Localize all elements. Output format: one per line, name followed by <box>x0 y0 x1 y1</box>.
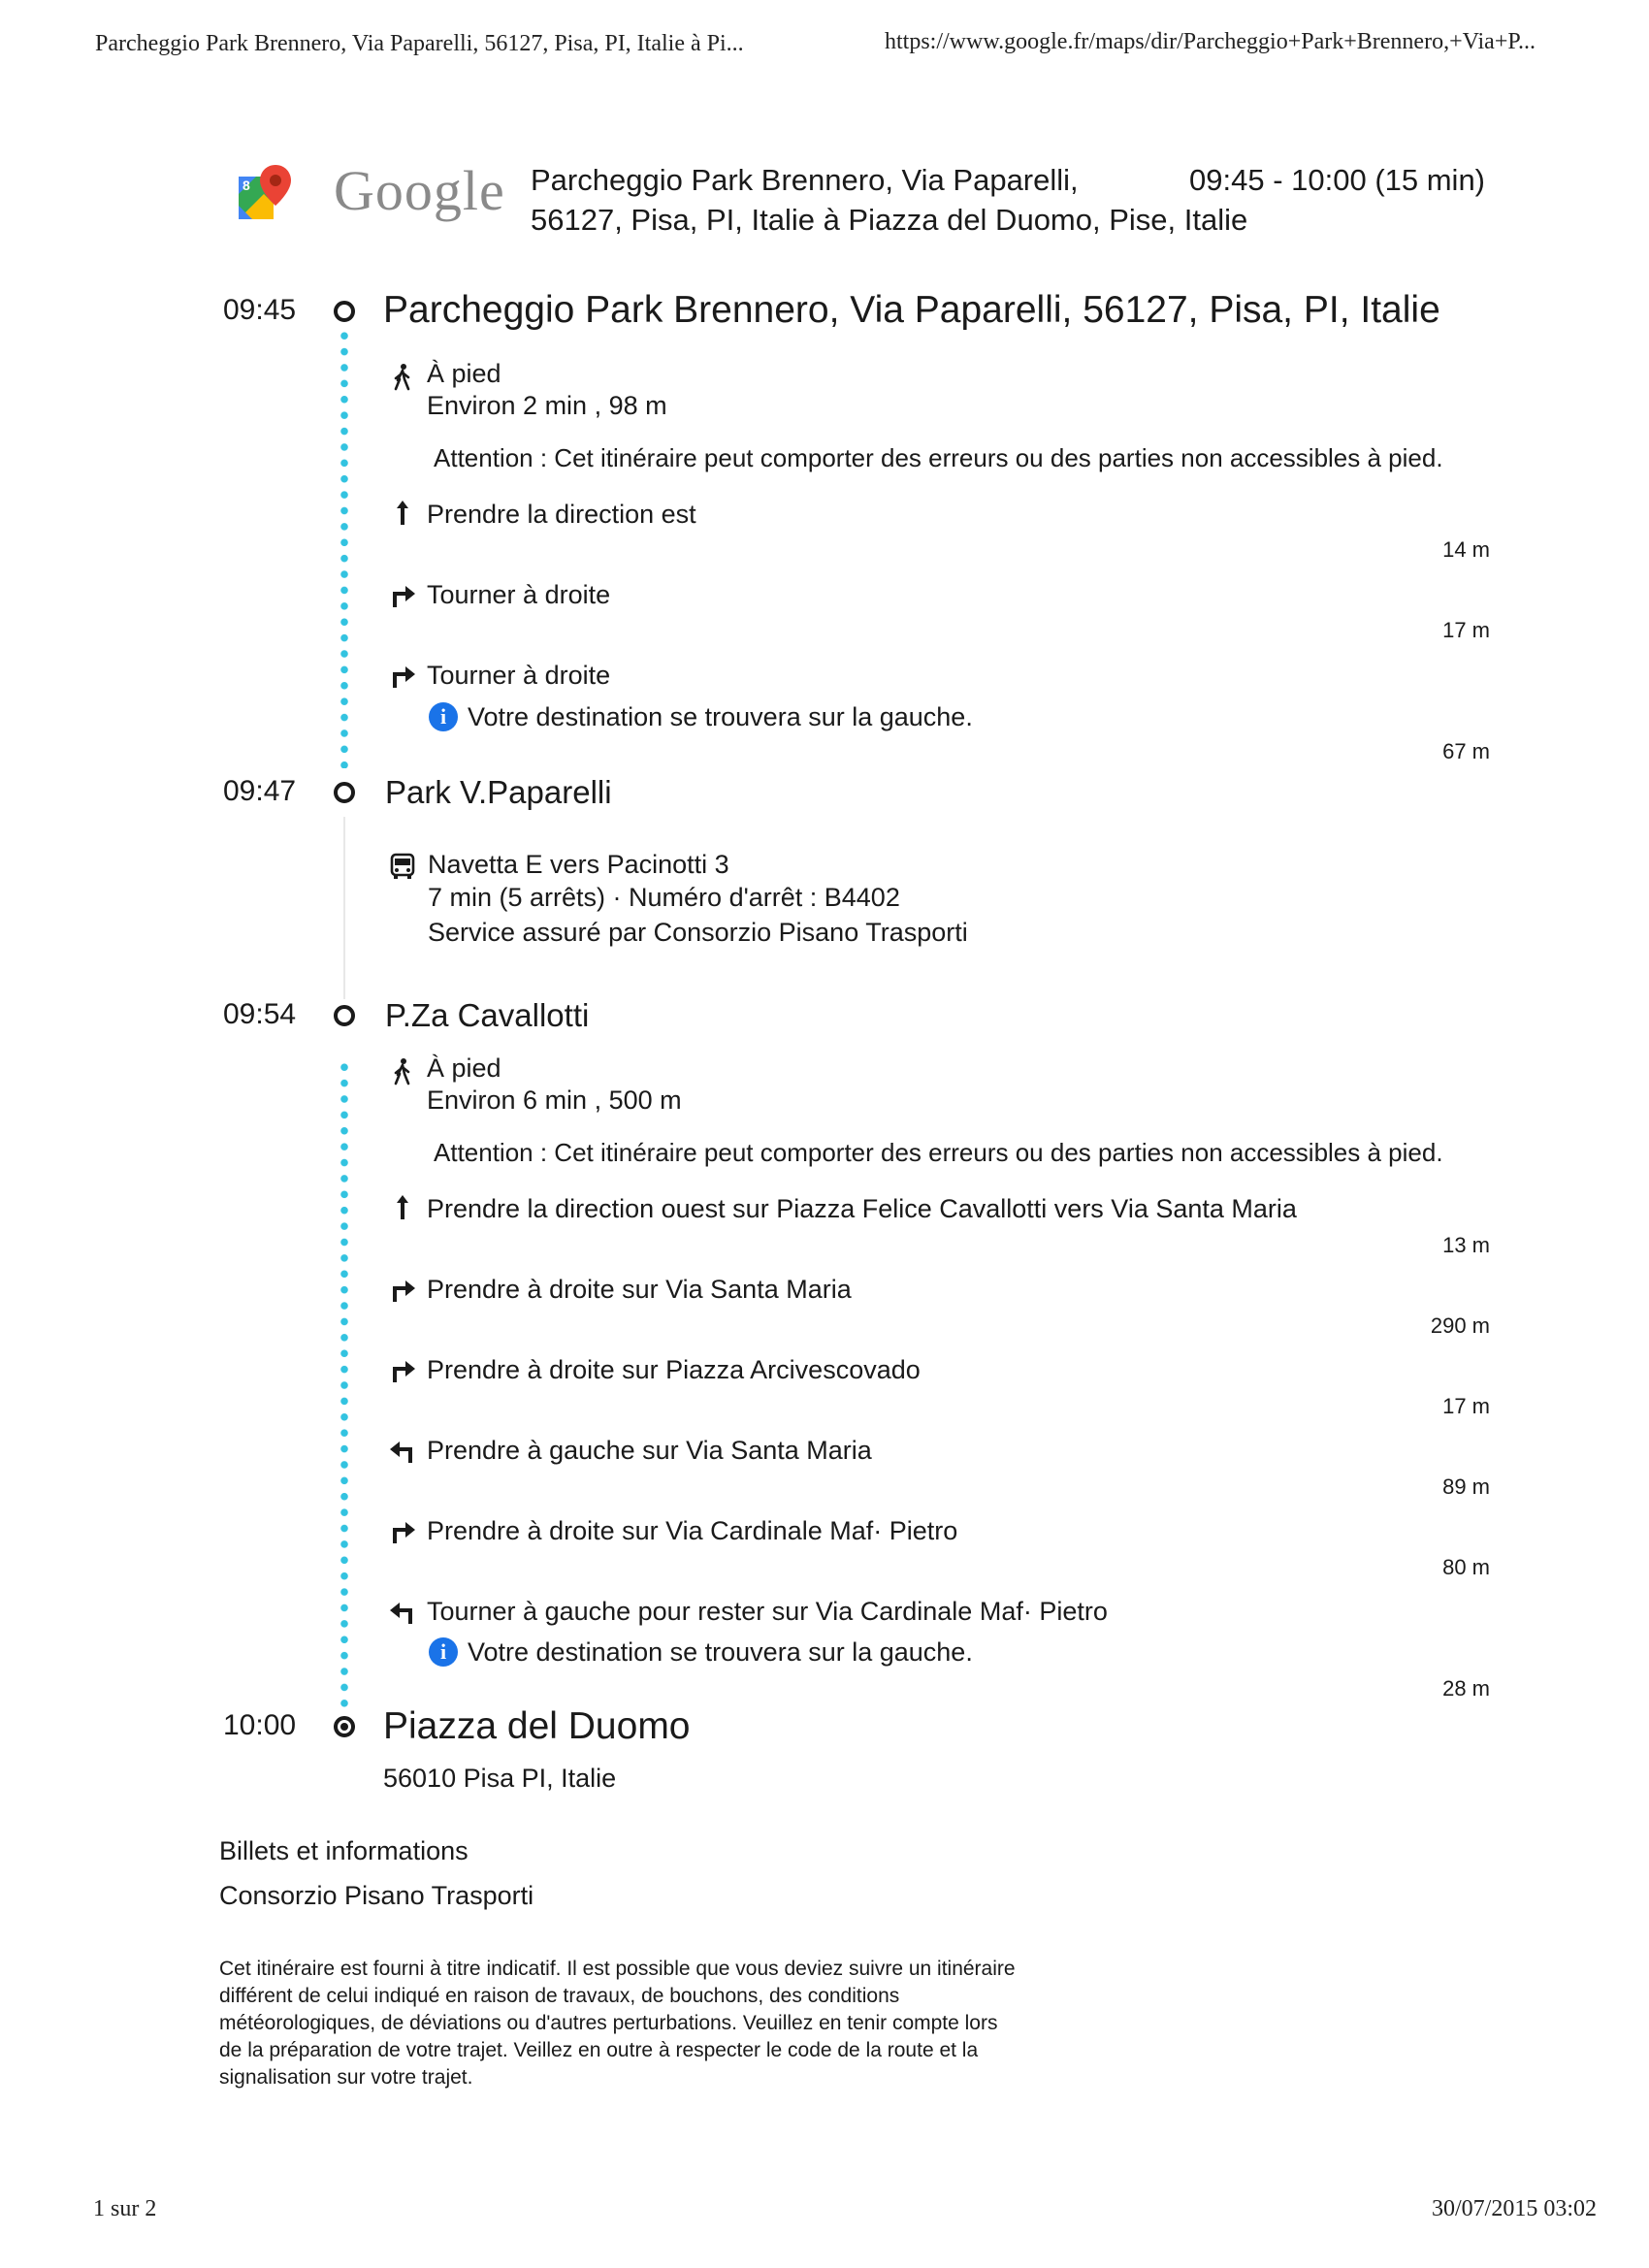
walk-warning: Attention : Cet itinéraire peut comporter des erreurs ou des parties non accessibles à pied. <box>434 443 1443 472</box>
walk-route-line <box>340 1059 348 1709</box>
info-icon: i <box>429 1637 458 1667</box>
walk-mode-label: À pied <box>427 1053 501 1083</box>
route-title-line1: Parcheggio Park Brennero, Via Paparelli, <box>531 163 1079 197</box>
turn-right-icon <box>388 1355 417 1384</box>
turn-right-icon <box>388 1275 417 1304</box>
walk2-time: 09:54 <box>223 998 297 1030</box>
step-text: Prendre à droite sur Via Cardinale Maf· Pietro <box>427 1516 958 1545</box>
route-title-line2: 56127, Pisa, PI, Italie à Piazza del Duomo, Pise, Italie <box>531 203 1248 237</box>
step-text: Prendre la direction ouest sur Piazza Felice Cavallotti vers Via Santa Maria <box>427 1194 1297 1223</box>
walk-summary: Environ 6 min , 500 m <box>427 1085 682 1115</box>
turn-left-icon <box>388 1597 417 1626</box>
destination-note: Votre destination se trouvera sur la gauche. <box>468 702 973 731</box>
step-distance: 14 m <box>1442 537 1490 562</box>
bus-stop-marker-icon <box>334 782 355 803</box>
arrow-up-icon <box>388 498 417 527</box>
bus-stop-name[interactable]: Park V.Paparelli <box>385 774 612 810</box>
bus-route-line <box>343 817 345 999</box>
step-distance: 89 m <box>1442 1474 1490 1499</box>
step-text: Prendre à droite sur Piazza Arcivescovado <box>427 1355 921 1384</box>
print-header-title: Parcheggio Park Brennero, Via Paparelli, 56127, Pisa, PI, Italie à Pi... <box>95 31 744 56</box>
turn-right-icon <box>388 661 417 690</box>
walking-icon <box>388 363 417 392</box>
step-distance: 17 m <box>1442 618 1490 642</box>
end-time: 10:00 <box>223 1709 297 1741</box>
walk-route-line <box>340 328 348 768</box>
step-distance: 290 m <box>1430 1313 1490 1338</box>
step-text: Prendre à gauche sur Via Santa Maria <box>427 1436 872 1465</box>
start-stop-marker-icon <box>334 301 355 322</box>
turn-right-icon <box>388 580 417 609</box>
turn-left-icon <box>388 1436 417 1465</box>
step-distance: 28 m <box>1442 1676 1490 1701</box>
bus-icon <box>388 852 417 881</box>
step-text: Tourner à droite <box>427 661 611 690</box>
destination-marker-icon <box>334 1716 355 1737</box>
start-stop-name[interactable]: Parcheggio Park Brennero, Via Paparelli, 56127, Pisa, PI, Italie <box>383 289 1440 331</box>
arrow-up-icon <box>388 1192 417 1221</box>
step-text: Prendre à droite sur Via Santa Maria <box>427 1275 852 1304</box>
step-distance: 13 m <box>1442 1233 1490 1257</box>
google-maps-logo-icon <box>235 163 295 223</box>
tickets-operator[interactable]: Consorzio Pisano Trasporti <box>219 1881 534 1910</box>
disclaimer-text: Cet itinéraire est fourni à titre indicatif. Il est possible que vous deviez suivre un itinéraire différent de celui indiqué en raison de travaux, de bouchons, des conditions météorologiques, de déviations ou d'autres perturbations. Veuillez en tenir compte lors de la préparation de votre trajet. Veillez en outre à respecter le code de la route et la signalisation sur votre trajet. <box>219 1958 1016 2089</box>
step-distance: 17 m <box>1442 1394 1490 1418</box>
google-logo: Google <box>334 159 505 222</box>
svg-text:8: 8 <box>242 178 250 193</box>
step-distance: 67 m <box>1442 739 1490 763</box>
step-text: Tourner à droite <box>427 580 611 609</box>
walk-mode-label: À pied <box>427 359 501 388</box>
turn-right-icon <box>388 1516 417 1545</box>
bus-stop-time: 09:47 <box>223 775 297 807</box>
bus-detail: 7 min (5 arrêts) · Numéro d'arrêt : B4402 <box>428 883 900 912</box>
bus-operator: Service assuré par Consorzio Pisano Trasporti <box>428 918 968 947</box>
walk2-stop-marker-icon <box>334 1005 355 1026</box>
destination-name[interactable]: Piazza del Duomo <box>383 1705 691 1747</box>
print-header-url[interactable]: https://www.google.fr/maps/dir/Parcheggio+Park+Brennero,+Via+P... <box>885 29 1536 54</box>
start-time: 09:45 <box>223 294 297 326</box>
bus-line[interactable]: Navetta E vers Pacinotti 3 <box>428 850 729 879</box>
tickets-heading: Billets et informations <box>219 1836 469 1865</box>
walking-icon <box>388 1057 417 1086</box>
walk2-stop-name[interactable]: P.Za Cavallotti <box>385 997 590 1033</box>
walk-warning: Attention : Cet itinéraire peut comporter des erreurs ou des parties non accessibles à pied. <box>434 1138 1443 1167</box>
info-icon: i <box>429 702 458 731</box>
step-text: Tourner à gauche pour rester sur Via Cardinale Maf· Pietro <box>427 1597 1108 1626</box>
print-datetime: 30/07/2015 03:02 <box>1432 2196 1598 2221</box>
page-number: 1 sur 2 <box>93 2196 157 2221</box>
step-text: Prendre la direction est <box>427 500 696 529</box>
destination-note: Votre destination se trouvera sur la gauche. <box>468 1637 973 1667</box>
step-distance: 80 m <box>1442 1555 1490 1579</box>
walk-summary: Environ 2 min , 98 m <box>427 391 667 420</box>
route-time-range: 09:45 - 10:00 (15 min) <box>1189 163 1486 197</box>
destination-address: 56010 Pisa PI, Italie <box>383 1764 617 1793</box>
